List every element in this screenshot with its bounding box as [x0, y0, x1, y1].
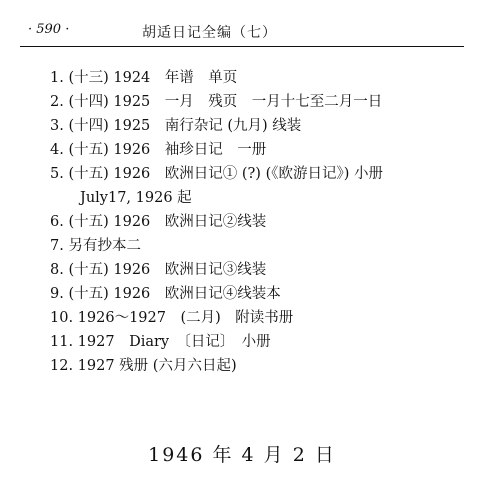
list-item: 4. (十五) 1926 袖珍日记 一册 [50, 142, 267, 158]
list-item: 11. 1927 Diary 〔日记〕 小册 [50, 334, 271, 350]
list-item: 8. (十五) 1926 欧洲日记③线装 [50, 262, 267, 278]
list-item: 2. (十四) 1925 一月 残页 一月十七至二月一日 [50, 94, 383, 110]
list-item: 7. 另有抄本二 [50, 238, 141, 254]
list-item: 1. (十三) 1924 年谱 单页 [50, 70, 238, 86]
list-item: 12. 1927 残册 (六月六日起) [50, 358, 237, 374]
list-item: 6. (十五) 1926 欧洲日记②线装 [50, 214, 267, 230]
running-title: 胡适日记全编（七） [142, 25, 277, 41]
list-item: 10. 1926～1927 (二月) 附读书册 [50, 310, 294, 326]
list-item-continuation: July17, 1926 起 [80, 190, 192, 206]
page-number: · 590 · [28, 22, 70, 37]
header-rule [20, 46, 464, 47]
date-heading: 1946 年 4 月 2 日 [148, 444, 336, 466]
list-item: 9. (十五) 1926 欧洲日记④线装本 [50, 286, 281, 302]
diary-catalog-list [50, 66, 470, 378]
page-header [22, 20, 462, 46]
list-item: 5. (十五) 1926 欧洲日记① (?) (《欧游日记》) 小册 [50, 166, 383, 182]
list-item: 3. (十四) 1925 南行杂记 (九月) 线装 [50, 118, 302, 134]
